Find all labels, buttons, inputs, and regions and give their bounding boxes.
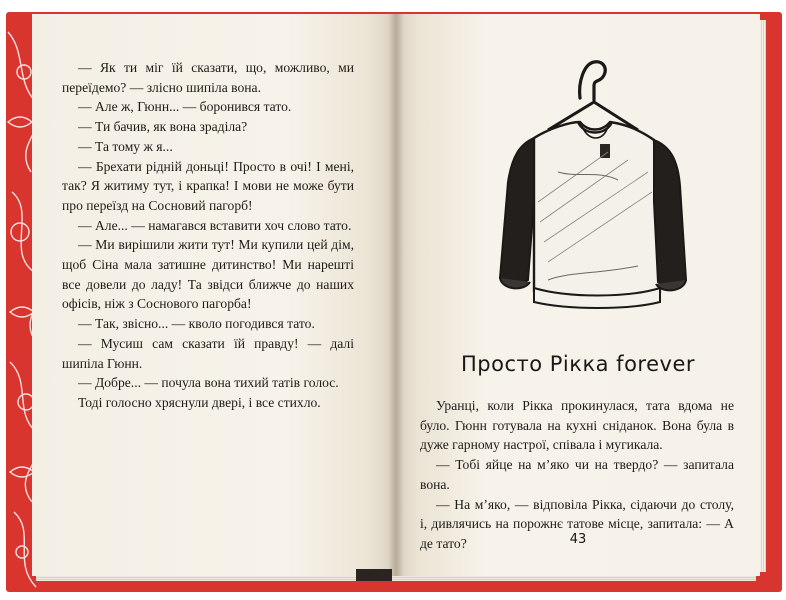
paragraph: Уранці, коли Рікка прокинулася, тата вдома не було. Гюнн готувала на кухні сніданок. Вона була в дуже гарному настрої, співала і мугикала.: [420, 398, 734, 453]
left-page-text: [62, 58, 354, 413]
chapter-title: Просто Рікка forever: [461, 352, 695, 376]
paragraph: — Та тому ж я...: [78, 138, 173, 154]
paragraph: — Брехати рідній доньці! Просто в очі! І мені, так? Я житиму тут, і крапка! І мови не може бути про переїзд на Сосновий пагорб!: [62, 158, 354, 213]
paragraph: — Тобі яйце на м’яко чи на твердо? — запитала вона.: [420, 457, 734, 492]
paragraph: — Ти бачив, як вона зраділа?: [78, 119, 248, 135]
sweater-on-hanger-illustration: [488, 52, 698, 317]
paragraph: — Добре... — почула вона тихий татів голос.: [78, 375, 339, 391]
open-book: [32, 14, 760, 576]
paragraph: — Ми вирішили жити тут! Ми купили цей дім, щоб Сіна мала затишне дитинство! Ми нарешті все довели до ладу! Та звідси ближче до наших офісів, ніж з Соснового пагорба!: [62, 237, 354, 312]
left-page: [32, 14, 396, 576]
paragraph: — Але ж, Гюнн... — боронився тато.: [78, 99, 292, 115]
paragraph: — Але... — намагався вставити хоч слово тато.: [78, 217, 352, 233]
right-page-text: [420, 396, 734, 554]
paragraph: — На м’яко, — відповіла Рікка, сідаючи до столу, і, дивлячись на порожнє татове місце, запитала: — А де тато?: [420, 496, 734, 551]
paragraph: — Як ти міг їй сказати, що, можливо, ми переїдемо? — злісно шипіла вона.: [62, 60, 354, 95]
paragraph: Тоді голосно хряснули двері, і все стихло.: [78, 394, 321, 410]
page-number: 43: [569, 532, 587, 547]
paragraph: — Мусиш сам сказати їй правду! — далі шипіла Гюнн.: [62, 335, 354, 371]
book-gutter: [388, 14, 404, 576]
bookmark-ribbon: [356, 569, 392, 581]
paragraph: — Так, звісно... — кволо погодився тато.: [78, 316, 315, 332]
right-page: [396, 14, 760, 576]
